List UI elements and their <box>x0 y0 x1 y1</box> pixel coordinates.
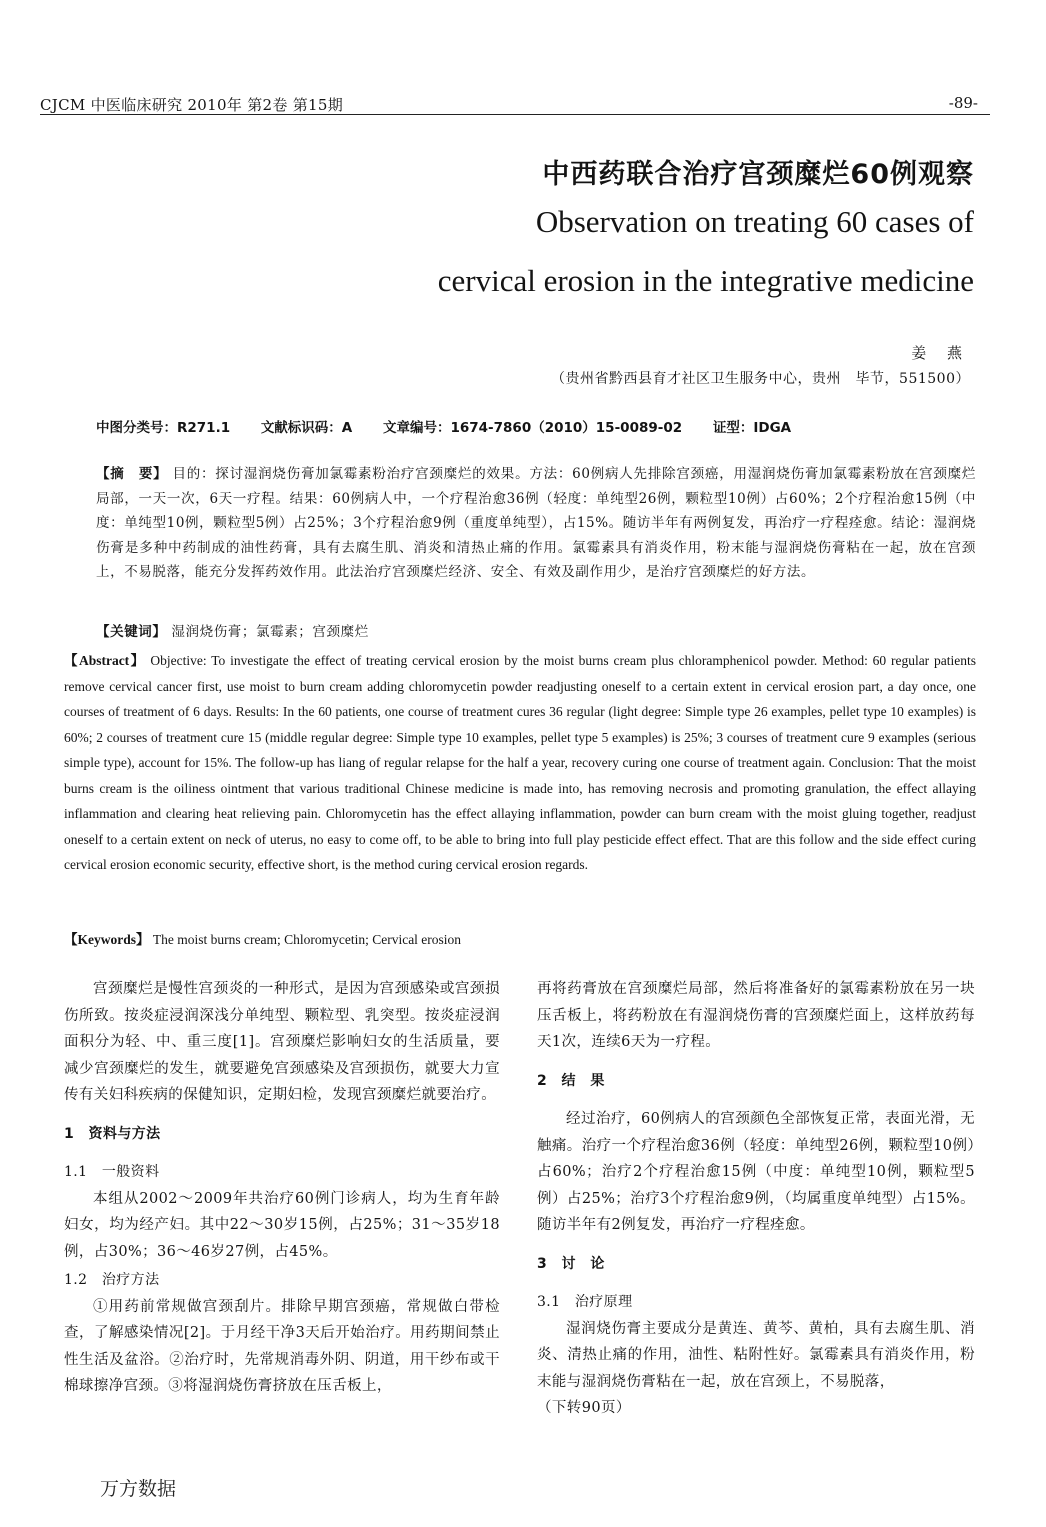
abstract-en-text: Objective: To investigate the effect of treating cervical erosion by the moist burns cream plus chloramphenicol powder. Method: 60 regular patients remove cervical cancer first, use moist to burn cream adding chloromycetin powder readjusting oneself to a certain extent in cervical erosion part, a day once, one courses of treatment of 6 days. Results: In the 60 patients, one course of treatment cures 36 regular (light degree: Simple type 26 examples, pellet type 10 examples) is 60%; 2 courses of treatment cure 15 (middle regular degree: Simple type 10 examples, pellet type 5 examples) is 25%; 3 courses of treatment cure 9 examples (serious simple type), account for 15%. The follow-up has liang of regular relapse for the half a year, recovery curing one course of treatment again. Conclusion: That the moist burns cream is the oiliness ointment that various traditional Chinese medicine is made into, has removing necrosis and promoting granulation, the effect allaying inflammation and clearing heat relieving pain. Chloromycetin has the effect allaying inflammation, powder can burn cream with the moist gluing together, readjust oneself to a certain extent on neck of uterus, no easy to come off, to be able to bring into full play pesticide effect effect. That are this follow and the side effect curing cervical erosion economic security, effective short, is the method curing cervical erosion regards. <box>64 653 976 872</box>
affiliation: （贵州省黔西县育才社区卫生服务中心，贵州 毕节，551500） <box>551 371 970 387</box>
section-1-2-text: ①用药前常规做宫颈刮片。排除早期宫颈癌，常规做白带检查，了解感染情况[2]。于月经干净3天后开始治疗。用药期间禁止性生活及盆浴。②治疗时，先常规消毒外阴、阴道，用干纱布或干棉球擦净宫颈。③将湿润烧伤膏挤放在压舌板上， <box>64 1298 500 1394</box>
keywords-en-text: The moist burns cream; Chloromycetin; Cervical erosion <box>152 932 462 947</box>
article-meta <box>96 416 956 436</box>
section-1-heading: 1 资料与方法 <box>64 1125 161 1142</box>
section-1-1-text: 本组从2002～2009年共治疗60例门诊病人，均为生育年龄妇女，均为经产妇。其中22～30岁15例，占25%；31～35岁18例，占30%；36～46岁27例，占45%。 <box>64 1190 500 1260</box>
section-3-1-heading: 3.1 治疗原理 <box>537 1294 633 1310</box>
section-2-heading: 2 结 果 <box>537 1072 605 1089</box>
body-left-column <box>64 976 500 1400</box>
method-continued-text: 再将药膏放在宫颈糜烂局部，然后将准备好的氯霉素粉放在另一块压舌板上，将药粉放在有湿润烧伤膏的宫颈糜烂面上，这样放药每天1次，连续6天为一疗程。 <box>537 981 975 1050</box>
section-3-heading: 3 讨 论 <box>537 1255 605 1272</box>
title-chinese: 中西药联合治疗宫颈糜烂60例观察 <box>542 159 974 190</box>
title-english-line-2: cervical erosion in the integrative medicine <box>437 263 974 298</box>
keywords-cn-text: 湿润烧伤膏；氯霉素；宫颈糜烂 <box>171 624 369 640</box>
keywords-english <box>64 927 976 953</box>
author: 姜 燕 <box>911 344 970 362</box>
article-number: 文章编号：1674-7860（2010）15-0089-02 <box>382 420 683 436</box>
abstract-chinese <box>96 462 976 585</box>
abstract-english <box>64 648 976 878</box>
document-code: 文献标识码：A <box>260 420 353 436</box>
abstract-cn-label: 【摘 要】 <box>96 466 168 482</box>
syndrome-type: 证型：IDGA <box>712 420 792 436</box>
section-2-text: 经过治疗，60例病人的宫颈颜色全部恢复正常，表面光滑，无触痛。治疗一个疗程治愈36例（轻度：单纯型26例，颗粒型10例）占60%；治疗2个疗程治愈15例（中度：单纯型10例，颗粒型5例）占25%；治疗3个疗程治愈9例，（均属重度单纯型）占15%。随访半年有2例复发，再治疗一疗程痊愈。 <box>537 1111 975 1233</box>
page-number: -89- <box>948 94 978 112</box>
abstract-cn-text: 目的：探讨湿润烧伤膏加氯霉素粉治疗宫颈糜烂的效果。方法：60例病人先排除宫颈癌，用湿润烧伤膏加氯霉素粉放在宫颈糜烂局部，一天一次，6天一疗程。结果：60例病人中，一个疗程治愈36例（轻度：单纯型26例，颗粒型10例）占60%；2个疗程治愈15例（中度：单纯型10例，颗粒型5例）占25%；3个疗程治愈9例（重度单纯型），占15%。随访半年有两例复发，再治疗一疗程痊愈。结论：湿润烧伤膏是多种中药制成的油性药膏，具有去腐生肌、消炎和清热止痛的作用。氯霉素具有消炎作用，粉末能与湿润烧伤膏粘在一起，放在宫颈上，不易脱落，能充分发挥药效作用。此法治疗宫颈糜烂经济、安全、有效及副作用少，是治疗宫颈糜烂的好方法。 <box>96 466 976 580</box>
header-divider <box>40 114 990 115</box>
section-3-1-text: 湿润烧伤膏主要成分是黄连、黄芩、黄柏，具有去腐生肌、消炎、清热止痛的作用，油性、粘附性好。氯霉素具有消炎作用，粉末能与湿润烧伤膏粘在一起，放在宫颈上，不易脱落， <box>537 1320 975 1390</box>
keywords-en-label: 【Keywords】 <box>64 932 150 947</box>
journal-header: CJCM 中医临床研究 2010年 第2卷 第15期 <box>40 96 344 114</box>
section-1-2-heading: 1.2 治疗方法 <box>64 1272 160 1288</box>
title-english-line-1: Observation on treating 60 cases of <box>535 204 974 239</box>
keywords-cn-label: 【关键词】 <box>96 624 167 640</box>
abstract-en-label: 【Abstract】 <box>64 653 146 668</box>
section-1-1-heading: 1.1 一般资料 <box>64 1164 160 1180</box>
body-right-column <box>537 976 975 1422</box>
intro-paragraph: 宫颈糜烂是慢性宫颈炎的一种形式，是因为宫颈感染或宫颈损伤所致。按炎症浸润深浅分单纯型、颗粒型、乳突型。按炎症浸润面积分为轻、中、重三度[1]。宫颈糜烂影响妇女的生活质量，要减少宫颈糜烂的发生，就要避免宫颈感染及宫颈损伤，就要大力宣传有关妇科疾病的保健知识，定期妇检，发现宫颈糜烂就要治疗。 <box>64 981 500 1103</box>
keywords-chinese <box>96 620 976 645</box>
clc-number: 中图分类号：R271.1 <box>96 420 231 436</box>
continued-note: （下转90页） <box>537 1400 631 1416</box>
footer-watermark: 万方数据 <box>100 1478 177 1500</box>
